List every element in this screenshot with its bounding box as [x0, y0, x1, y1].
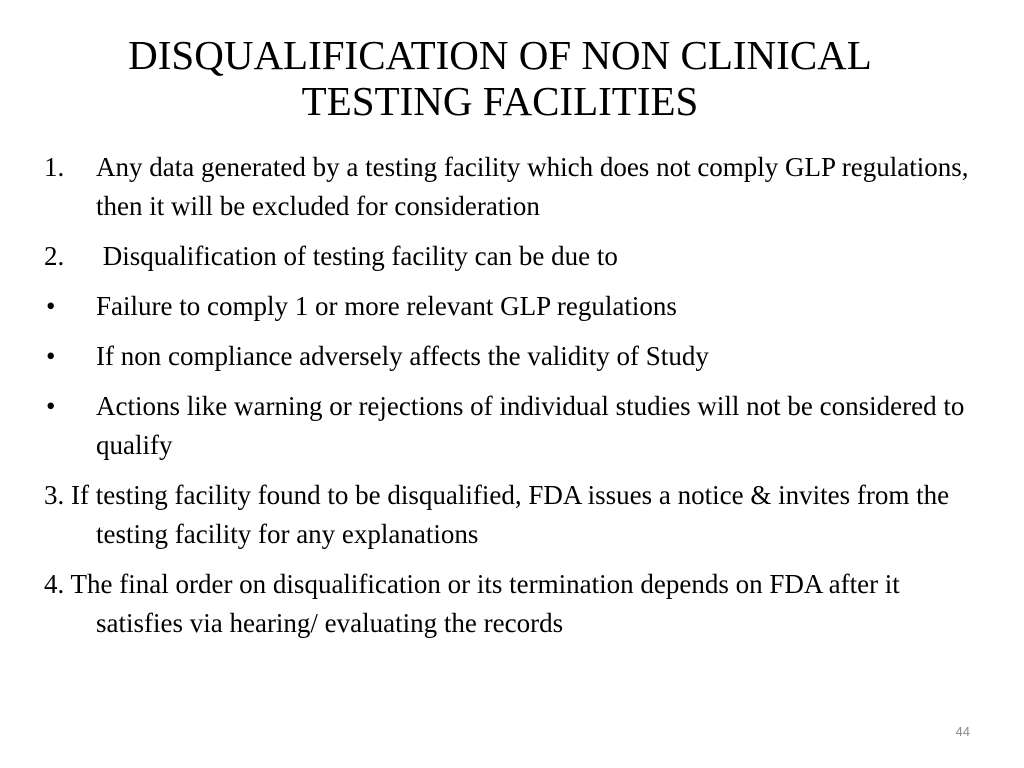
- list-marker-2: 2.: [44, 241, 65, 271]
- list-item-4: [44, 565, 984, 643]
- bullet-marker-3: •: [46, 391, 56, 421]
- list-item-1-text: Any data generated by a testing facility which does not comply GLP regulations, then it will be excluded for consideration: [96, 152, 969, 221]
- bullet-item-3-text: Actions like warning or rejections of individual studies will not be considered to qualify: [96, 391, 965, 460]
- bullet-item-1: [44, 287, 984, 326]
- slide-title-line-1: DISQUALIFICATION OF NON CLINICAL: [128, 32, 872, 78]
- slide-title-line-2: TESTING FACILITIES: [301, 78, 699, 124]
- list-item-4-text: 4. The final order on disqualification or its termination depends on FDA after it satisfies via hearing/ evaluating the records: [44, 569, 900, 638]
- bullet-item-2: [44, 337, 984, 376]
- bullet-item-2-text: If non compliance adversely affects the validity of Study: [96, 341, 709, 371]
- list-item-2: [44, 237, 984, 276]
- bullet-marker-2: •: [46, 341, 56, 371]
- bullet-item-3: [44, 387, 984, 465]
- list-item-3-text: 3. If testing facility found to be disqualified, FDA issues a notice & invites from the testing facility for any explanations: [44, 480, 950, 549]
- list-item-1: [44, 148, 984, 226]
- slide-title: [40, 32, 960, 124]
- bullet-item-1-text: Failure to comply 1 or more relevant GLP regulations: [96, 291, 677, 321]
- bullet-marker-1: •: [46, 291, 56, 321]
- list-marker-1: 1.: [44, 152, 65, 182]
- list-item-3: [44, 476, 984, 554]
- page-number: 44: [955, 724, 970, 739]
- slide-body: [44, 148, 984, 654]
- list-item-2-text: Disqualification of testing facility can be due to: [96, 241, 618, 271]
